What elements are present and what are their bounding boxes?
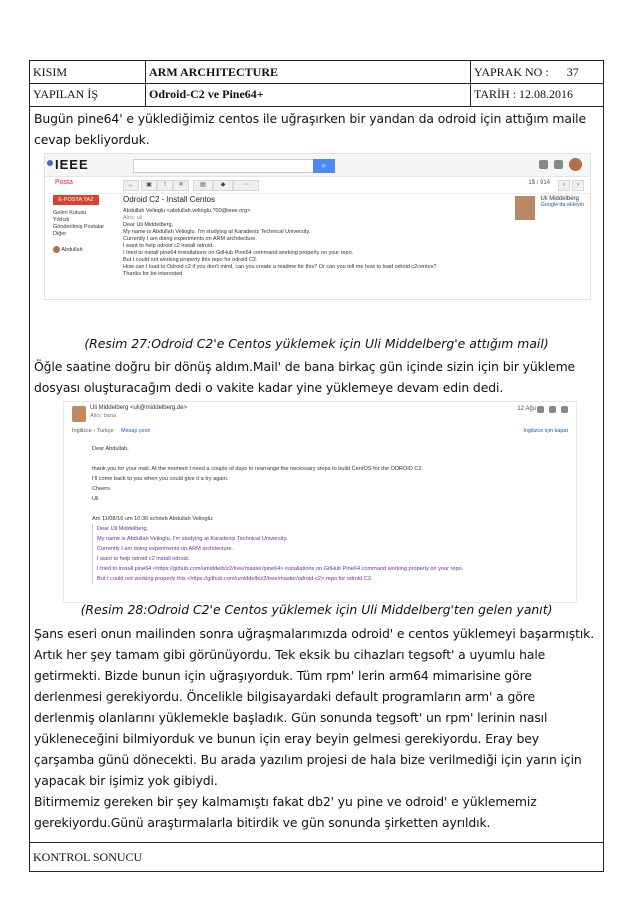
gmail-topbar xyxy=(45,154,590,177)
posta-label: Posta xyxy=(55,179,73,186)
spam-icon: ! xyxy=(157,180,173,191)
gmail-search-input xyxy=(133,159,315,173)
sender-name: Uli Middelberg <uli@middelberg.de> xyxy=(90,405,188,411)
mail-line: Abdullah Velioglu <abdullah.velioglu.?00@ieee.org> xyxy=(123,208,251,214)
folder-icon: ▤ xyxy=(193,180,213,191)
reply-line xyxy=(92,504,564,514)
reply-line: Dear Abdullah, xyxy=(92,446,129,452)
label-icon: ◆ xyxy=(213,180,233,191)
reply-header xyxy=(64,402,576,440)
ieee-logo-icon xyxy=(47,160,53,166)
quote-line: I want to help odroid c2 install odroid. xyxy=(97,556,190,562)
quote-line: Dear Uli Middelberg, xyxy=(97,526,148,532)
sidebar-item-sent: Gönderilmiş Postalar xyxy=(53,224,105,230)
mail-line: I tried to install pine64 installations on GitHub Pine64 command working properly on your repo. xyxy=(123,250,354,256)
prev-icon: ‹ xyxy=(558,180,570,191)
reply-icon xyxy=(549,406,556,413)
page-counter: 1$ / 914 xyxy=(528,180,550,186)
contact-card xyxy=(515,196,585,220)
arrow-icon: › xyxy=(93,428,96,434)
sidebar-user-name: Abdullah xyxy=(61,246,83,253)
quoted-message xyxy=(92,524,564,584)
paragraph-reply: Öğle saatine doğru bir dönüş aldım.Mail' de bana birkaç gün içinde sizin için bir yükleme dosyası oluşturacağım dedi o vakite kadar yine yüklemeye devam edin dedi. xyxy=(34,359,576,395)
header-row-2 xyxy=(30,83,603,107)
section-label: KISIM xyxy=(30,61,146,83)
gmail-toolbar xyxy=(45,177,590,194)
sidebar-item-inbox: Gelen Kutusu xyxy=(53,210,87,216)
gmail-message xyxy=(123,195,503,278)
reply-line: Cheers xyxy=(92,486,111,492)
translate-off-link: İngilizce için kapat xyxy=(523,428,568,434)
section-value: ARM ARCHITECTURE xyxy=(146,61,471,83)
paragraph-intro: Bugün pine64' e yüklediğimiz centos ile uğraşırken bir yandan da odroid için attığım maile cevap bekliyorduk. xyxy=(34,111,587,147)
recipient: Alıcı: bana xyxy=(90,413,116,419)
quote-line: I tried to install pine64 <https://github.com/umiddelb/z2/tree/master/pine64> installations on GitHub Pine64 command working properly on your repo. xyxy=(97,566,464,572)
mail-line: But I could not working properly this repo for odroid C2. xyxy=(123,257,258,263)
mail-date: 12 Ağu xyxy=(517,406,536,412)
date-cell: TARİH : 12.08.2016 xyxy=(474,87,574,101)
more-icon: ⋯ xyxy=(233,180,259,191)
page-no-label: YAPRAK NO : xyxy=(474,64,549,79)
notifications-icon xyxy=(554,160,563,169)
star-icon xyxy=(537,406,544,413)
delete-icon: ✕ xyxy=(173,180,189,191)
mail-line: My name is Abdullah Velioglu. I'm studying at Karadeniz Technical University. xyxy=(123,229,311,235)
sender-avatar xyxy=(72,406,86,422)
back-icon: ← xyxy=(123,180,139,191)
mail-line: Dear Uli Middelberg, xyxy=(123,222,174,228)
header-row-1 xyxy=(30,61,603,84)
contact-name: Uli Middelberg xyxy=(540,196,579,202)
reply-line: I'll come back to you when you could give it a try again. xyxy=(92,476,229,482)
more-icon xyxy=(561,406,568,413)
caption-figure-27: (Resim 27:Odroid C2'e Centos yüklemek için Uli Middelberg'e attığım mail) xyxy=(84,336,549,351)
page-no-value: 37 xyxy=(566,64,579,79)
translate-to: Türkçe xyxy=(96,428,114,434)
screenshot-gmail-sent xyxy=(44,153,591,300)
contact-photo xyxy=(515,196,535,220)
reply-line: thank you for your mail. At the moment I need a couple of days to rearrange the necessary steps to build CentOS for the ODROID C2. xyxy=(92,466,424,472)
search-icon: ⌕ xyxy=(313,159,335,173)
quote-line: Currently I am doing experiments on ARM architecture. xyxy=(97,546,234,552)
translate-link: Mesajı çevir xyxy=(121,428,151,434)
caption-figure-28: (Resim 28:Odroid C2'e Centos yüklemek için Uli Middelberg'ten gelen yanıt) xyxy=(80,602,553,617)
apps-icon xyxy=(539,160,548,169)
mail-line: Thanks for be interested xyxy=(123,271,183,277)
mail-line: Currently I am doing experiments on ARM architecture. xyxy=(123,236,257,242)
contact-sub: Google'da ekleyin xyxy=(540,202,585,208)
user-avatar xyxy=(53,246,60,253)
ieee-logo: IEEE xyxy=(55,157,89,172)
reply-body xyxy=(92,444,564,584)
reply-icons xyxy=(537,406,568,413)
work-label: YAPILAN İŞ xyxy=(30,83,146,106)
mail-line: How can I load to Odroid c2 if you don't mind, can you create a readme for this? Or can you tell me how to load odroid c2centos? xyxy=(123,264,437,270)
footer-control-result: KONTROL SONUCU xyxy=(30,842,603,871)
compose-button: E-POSTA YAZ xyxy=(53,195,99,205)
paragraph-closing: Bitirmemiz gereken bir şey kalmamıştı fakat db2' yu pine ve odroid' e yüklememiz gerekiyordu.Günü araştırmalarla bitirdik ve gün sonunda şirketten ayrıldık. xyxy=(34,794,537,830)
mail-line: I want to help odroid c2 install odroid. xyxy=(123,243,214,249)
sidebar-item-starred: Yıldızlı xyxy=(53,217,70,223)
report-page xyxy=(29,60,604,872)
sidebar-item-more: Diğer xyxy=(53,231,67,237)
mail-subject: Odroid C2 - Install Centos xyxy=(123,195,216,204)
page-no-cell xyxy=(471,61,603,83)
screenshot-reply-mail xyxy=(63,401,577,603)
work-value: Odroid-C2 ve Pine64+ xyxy=(146,83,471,106)
quote-line: My name is Abdullah Velioglu. I'm studying at Karadeniz Technical University. xyxy=(97,536,288,542)
quote-line: But I could not working properly this <https://github.com/umiddelb/z2/tree/master/odroid-c2> repo for odroid C2. xyxy=(97,576,373,582)
translate-bar xyxy=(72,428,568,434)
sidebar-user xyxy=(53,246,117,253)
next-icon: › xyxy=(572,180,584,191)
gmail-sidebar xyxy=(53,195,117,253)
archive-icon: ▣ xyxy=(141,180,157,191)
gmail-top-icons xyxy=(539,158,582,171)
reply-line: Am 11/08/16 um 10:36 schrieb Abdullah Velioglu: xyxy=(92,516,214,522)
reply-line: Uli xyxy=(92,496,99,502)
report-body xyxy=(30,106,603,843)
paragraph-progress: Şans eseri onun mailinden sonra uğraşmalarımızda odroid' e centos yüklemeyi başarmıştık. Artık her şey tamam gibi görünüyordu. Tek eksik bu cihazları tegsoft' a uyumlu hale getirmekti. Bizde bunun için uğraşıyorduk. Tüm rpm' lerin arm64 mimarisine göre derlenmesi gerekiyordu. Öncelikle bilgisayardaki default programların arm' a göre derlenmiş olanlarını yüklemekle başladık. Gün sonunda tegsoft' un rpm' lerinin nasıl yükleneceğini bilmiyorduk ve bunun için eray beyin gelmesi gerekiyordu. Eray bey çarşamba günü dönecekti. Bu arada yazılım projesi de hala bize verilmediği için yarın için yapacak bir işimiz yok gibiydi. xyxy=(34,626,595,788)
reply-line xyxy=(92,454,564,464)
translate-from: İngilizce xyxy=(72,428,92,434)
avatar xyxy=(569,158,582,171)
mail-line: Alıcı: uli xyxy=(123,215,143,221)
